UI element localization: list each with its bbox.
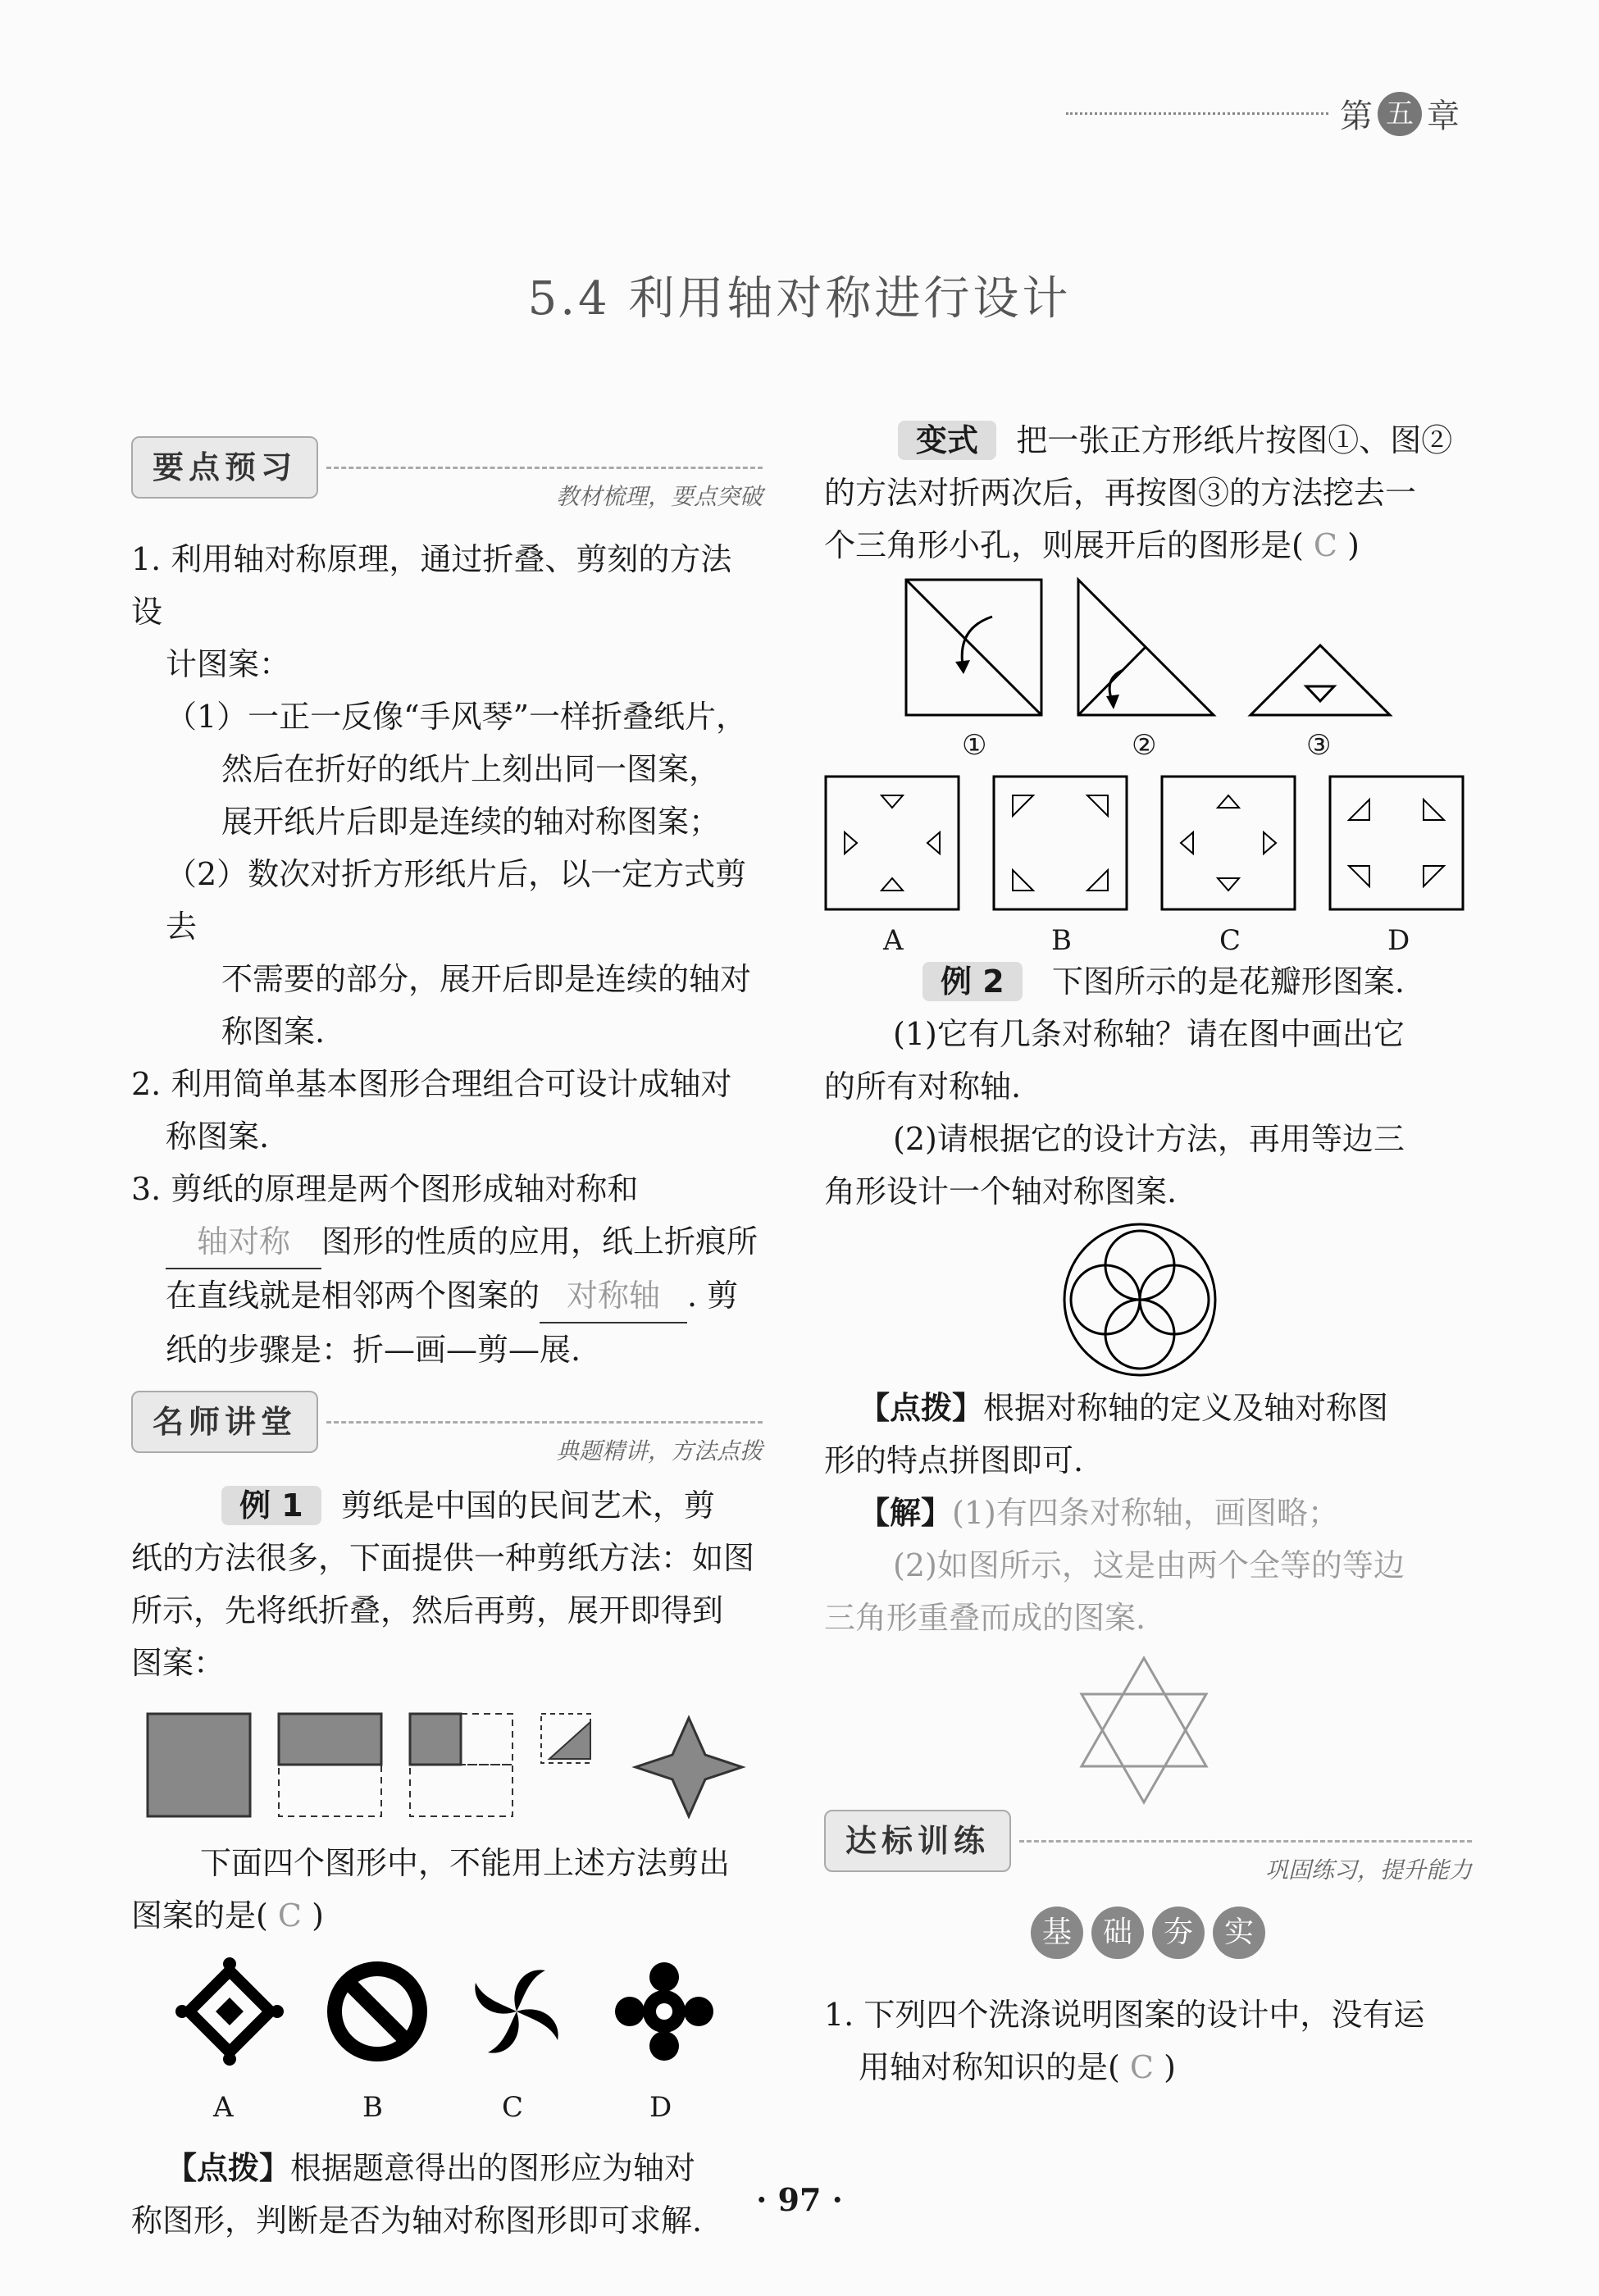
point-1-2: （2）数次对折方形纸片后，以一定方式剪去 (166, 856, 747, 945)
variant-option-b (994, 777, 1127, 909)
answer-variant: C (1313, 527, 1337, 563)
folding-figure-variant (824, 572, 1472, 719)
variant-tag: 变式 (898, 421, 996, 460)
point-1: 1. 利用轴对称原理，通过折叠、剪刻的方法设 (131, 541, 732, 630)
banner-preview (131, 435, 763, 510)
section-badge-basics: 基 础 夯 实 (824, 1906, 1472, 1959)
answer-training-1: C (1129, 2049, 1154, 2085)
chapter-prefix: 第 (1340, 98, 1373, 135)
page-title: 5.4 利用轴对称进行设计 (527, 272, 1072, 326)
variant-option-d (1330, 777, 1463, 909)
example-1-tag: 例 1 (221, 1486, 321, 1525)
answer-blank-1: 轴对称 (166, 1215, 321, 1269)
petal-figure (824, 1218, 1472, 1382)
star-figure (824, 1644, 1472, 1808)
banner-lecture-sub: 典题精讲，方法点拨 (555, 1437, 763, 1465)
variant-option-c (1162, 777, 1295, 909)
variant-option-a (826, 777, 959, 909)
option-d-figure (615, 1962, 713, 2061)
options-labels-ex1: A B C D (213, 2091, 672, 2124)
chapter-header (1066, 90, 1460, 137)
training-question-1: 1. 下列四个洗涤说明图案的设计中，没有运 (824, 1997, 1425, 2033)
solution-tag: 【解】 (859, 1494, 953, 1531)
hint-tag: 【点拨】 (166, 2149, 291, 2186)
banner-lecture-label: 名师讲堂 (131, 1391, 318, 1453)
chapter-suffix: 章 (1427, 98, 1460, 135)
point-2: 2. 利用简单基本图形合理组合可设计成轴对 (131, 1066, 732, 1102)
point-3: 3. 剪纸的原理是两个图形成轴对称和 (131, 1171, 639, 1207)
options-figure-variant (824, 767, 1472, 914)
banner-training-sub: 巩固练习，提升能力 (1264, 1856, 1472, 1884)
options-figure-ex1 (131, 1942, 763, 2081)
option-c-figure (475, 1970, 558, 2052)
header-dots (1066, 112, 1328, 115)
variant-option-labels: A B C D (883, 924, 1410, 957)
right-column: 变式 把一张正方形纸片按图①、图② 的方法对折两次后，再按图③的方法挖去一 个三角形小孔，则展开后的图形是( C ) ① ② ③ A B C D 例 2 下图所示的是花瓣形图案. (1)它有几条对称轴？请在图中画出它 的所有对称轴. (2)请根据它的设计方法，再用等边三 角形设计一个轴对称图案. 【点拨】根据对称轴的定义及轴对称图 形的特点拼图即可. 【解】(1)有四条对称轴，画图略； (2)如图所示，这是由两个全等的等边 三角形重叠而成的图案. 达标训练 巩固练习，提升能力 基 础 夯 实 1. 下列四个洗涤说明图案的设计中，没有运 用轴对称知识的是( C ) (824, 422, 1472, 2085)
point-1-1: （1）一正一反像“手风琴”一样折叠纸片， (166, 699, 748, 735)
option-a-figure (175, 1957, 284, 2066)
banner-preview-sub: 教材梳理，要点突破 (555, 483, 763, 510)
banner-training (824, 1808, 1472, 1884)
option-b-figure (335, 1969, 420, 2054)
banner-training-label: 达标训练 (824, 1810, 1011, 1872)
banner-lecture (131, 1389, 763, 1465)
page-number: · 97 · (756, 2181, 843, 2218)
folding-steps-figure (131, 1689, 763, 1837)
variant-fig-labels: ① ② ③ (962, 729, 1332, 762)
left-column: 要点预习 教材梳理，要点突破 1. 利用轴对称原理，通过折叠、剪刻的方法设 计图案： （1）一正一反像“手风琴”一样折叠纸片， 然后在折好的纸片上刻出同一图案， 展开纸片后即是连续的轴对称图案； （2）数次对折方形纸片后，以一定方式剪去 不需要的部分，展开后即是连续的轴对 称图案. 2. 利用简单基本图形合理组合可设计成轴对 称图案. 3. 剪纸的原理是两个图形成轴对称和 轴对称 图形的性质的应用，纸上折痕所 在直线就是相邻两个图案的 对称轴 . 剪 纸的步骤是：折—画—剪—展. 名师讲堂 典题精讲，方法点拨 例 1 剪纸是中国的民间艺术，剪 纸的方法很多，下面提供一种剪纸方法：如图 所示，先将纸折叠，然后再剪，展开即得到 图案： 下面四个图形中，不能用上述方法剪出 图案的是( C ) A B C D 【点拨】根据题意得出的图形应为轴对 称图形，判断是否为轴对称图形即可求解. (131, 435, 763, 2247)
banner-preview-label: 要点预习 (131, 436, 318, 499)
example-2-tag: 例 2 (922, 962, 1023, 1001)
answer-ex1: C (277, 1897, 302, 1934)
chapter-number: 五 (1378, 92, 1422, 136)
answer-blank-2: 对称轴 (540, 1269, 687, 1323)
